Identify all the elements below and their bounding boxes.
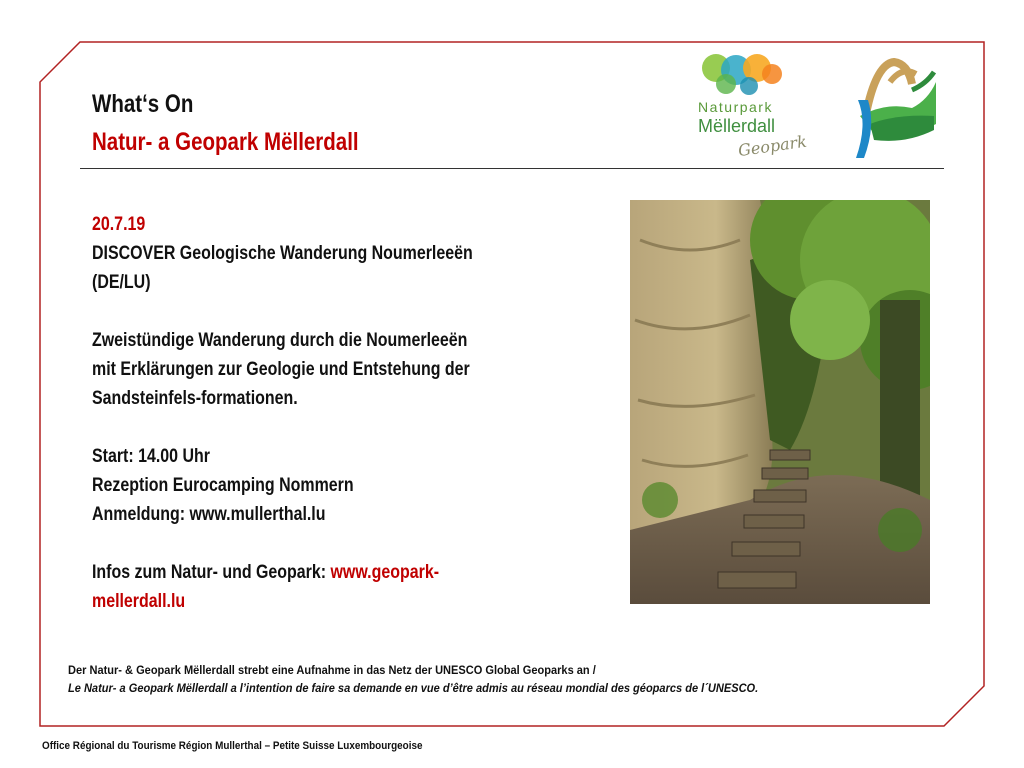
title-geopark: Natur- a Geopark Mëllerdall: [92, 128, 359, 156]
event-languages: (DE/LU): [92, 272, 151, 293]
footnote-fr: Le Natur- a Geopark Mëllerdall a l’intention de faire sa demande en vue d’être admis au réseau mondial des géoparcs de l´UNESCO.: [68, 681, 759, 695]
naturpark-logo-text-2: Mëllerdall: [698, 116, 776, 136]
header-divider: [80, 168, 944, 169]
event-location: Rezeption Eurocamping Nommern: [92, 475, 354, 496]
naturpark-logo-text-3: Geopark: [736, 131, 808, 161]
info-label: Infos zum Natur- und Geopark:: [92, 562, 331, 583]
gorge-steps-photo: [630, 200, 930, 604]
naturpark-logo-text-1: Naturpark: [698, 99, 773, 115]
event-details: [92, 210, 579, 645]
info-link[interactable]: www.geopark-: [330, 562, 440, 583]
event-registration: Anmeldung: www.mullerthal.lu: [92, 504, 326, 525]
info-link-continued[interactable]: mellerdall.lu: [92, 591, 186, 612]
geopark-emblem: [846, 54, 942, 162]
naturpark-logo: [694, 48, 814, 164]
event-description-line: Sandsteinfels-formationen.: [92, 388, 298, 409]
event-description-line: Zweistündige Wanderung durch die Noumerleeën: [92, 330, 468, 351]
footnote-de: Der Natur- & Geopark Mëllerdall strebt eine Aufnahme in das Netz der UNESCO Global Geoparks an /: [68, 663, 596, 677]
event-start-time: Start: 14.00 Uhr: [92, 446, 210, 467]
event-date: 20.7.19: [92, 214, 146, 235]
unesco-footnote: [68, 661, 896, 697]
title-whats-on: What‘s On: [92, 90, 194, 118]
event-description-line: mit Erklärungen zur Geologie und Entstehung der: [92, 359, 470, 380]
footer-office: Office Régional du Tourisme Région Mullerthal – Petite Suisse Luxembourgeoise: [42, 740, 423, 752]
event-name: DISCOVER Geologische Wanderung Noumerleeën: [92, 243, 473, 264]
